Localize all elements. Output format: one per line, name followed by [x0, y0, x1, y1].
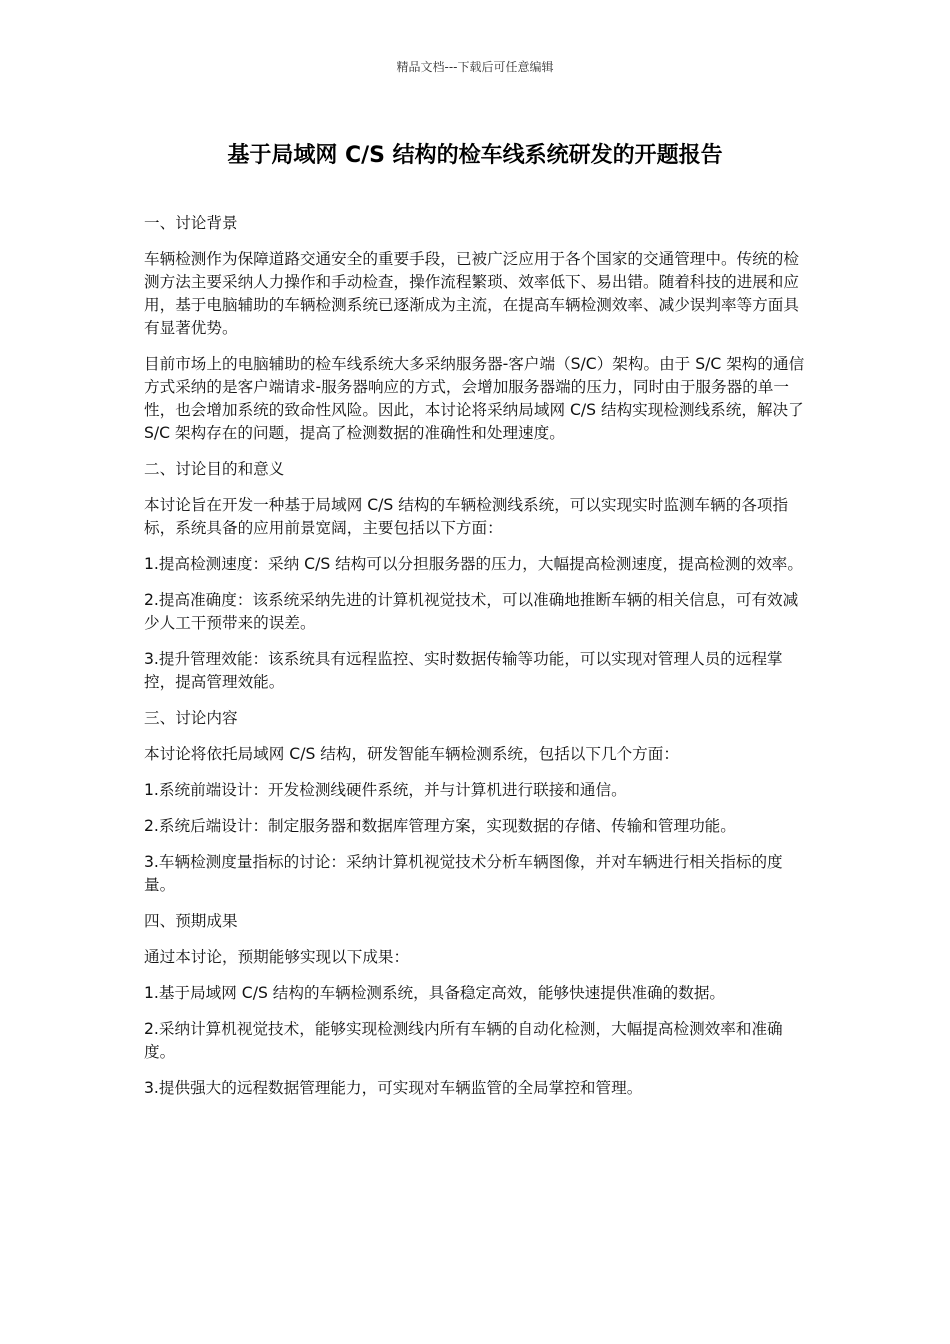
paragraph-purpose-intro: 本讨论旨在开发一种基于局域网 C/S 结构的车辆检测线系统，可以实现实时监测车辆的各项指标，系统具备的应用前景宽阔，主要包括以下方面：: [144, 496, 789, 537]
list-item-content-3: 3.车辆检测度量指标的讨论：采纳计算机视觉技术分析车辆图像，并对车辆进行相关指标的度量。: [144, 853, 783, 894]
paragraph-outcomes-intro: 通过本讨论，预期能够实现以下成果：: [144, 948, 410, 966]
section-heading-purpose: 二、讨论目的和意义: [144, 460, 285, 478]
header-note: 精品文档---下载后可任意编辑: [396, 60, 554, 74]
section-heading-background: 一、讨论背景: [144, 214, 238, 232]
list-item-purpose-1: 1.提高检测速度：采纳 C/S 结构可以分担服务器的压力，大幅提高检测速度，提高检测的效率。: [144, 555, 803, 573]
list-item-purpose-3: 3.提升管理效能：该系统具有远程监控、实时数据传输等功能，可以实现对管理人员的远程掌控，提高管理效能。: [144, 650, 783, 691]
list-item-purpose-2: 2.提高准确度：该系统采纳先进的计算机视觉技术，可以准确地推断车辆的相关信息，可有效减少人工干预带来的误差。: [144, 591, 799, 632]
list-item-content-2: 2.系统后端设计：制定服务器和数据库管理方案，实现数据的存储、传输和管理功能。: [144, 817, 736, 835]
paragraph-content-intro: 本讨论将依托局域网 C/S 结构，研发智能车辆检测系统，包括以下几个方面：: [144, 745, 679, 763]
list-item-content-1: 1.系统前端设计：开发检测线硬件系统，并与计算机进行联接和通信。: [144, 781, 627, 799]
document-body: [144, 212, 806, 1113]
section-heading-outcomes: 四、预期成果: [144, 912, 238, 930]
list-item-outcome-1: 1.基于局域网 C/S 结构的车辆检测系统，具备稳定高效，能够快速提供准确的数据。: [144, 984, 726, 1002]
paragraph-background-1: 车辆检测作为保障道路交通安全的重要手段，已被广泛应用于各个国家的交通管理中。传统的检测方法主要采纳人力操作和手动检查，操作流程繁琐、效率低下、易出错。随着科技的进展和应用，基于电脑辅助的车辆检测系统已逐渐成为主流，在提高车辆检测效率、减少误判率等方面具有显著优势。: [144, 250, 799, 337]
list-item-outcome-3: 3.提供强大的远程数据管理能力，可实现对车辆监管的全局掌控和管理。: [144, 1079, 643, 1097]
list-item-outcome-2: 2.采纳计算机视觉技术，能够实现检测线内所有车辆的自动化检测，大幅提高检测效率和准确度。: [144, 1020, 783, 1061]
paragraph-background-2: 目前市场上的电脑辅助的检车线系统大多采纳服务器-客户端（S/C）架构。由于 S/C 架构的通信方式采纳的是客户端请求-服务器响应的方式，会增加服务器端的压力，同时由于服务器的单一性，也会增加系统的致命性风险。因此，本讨论将采纳局域网 C/S 结构实现检测线系统，解决了 S/C 架构存在的问题，提高了检测数据的准确性和处理速度。: [144, 355, 805, 442]
document-title: 基于局域网 C/S 结构的检车线系统研发的开题报告: [227, 143, 723, 168]
section-heading-content: 三、讨论内容: [144, 709, 238, 727]
